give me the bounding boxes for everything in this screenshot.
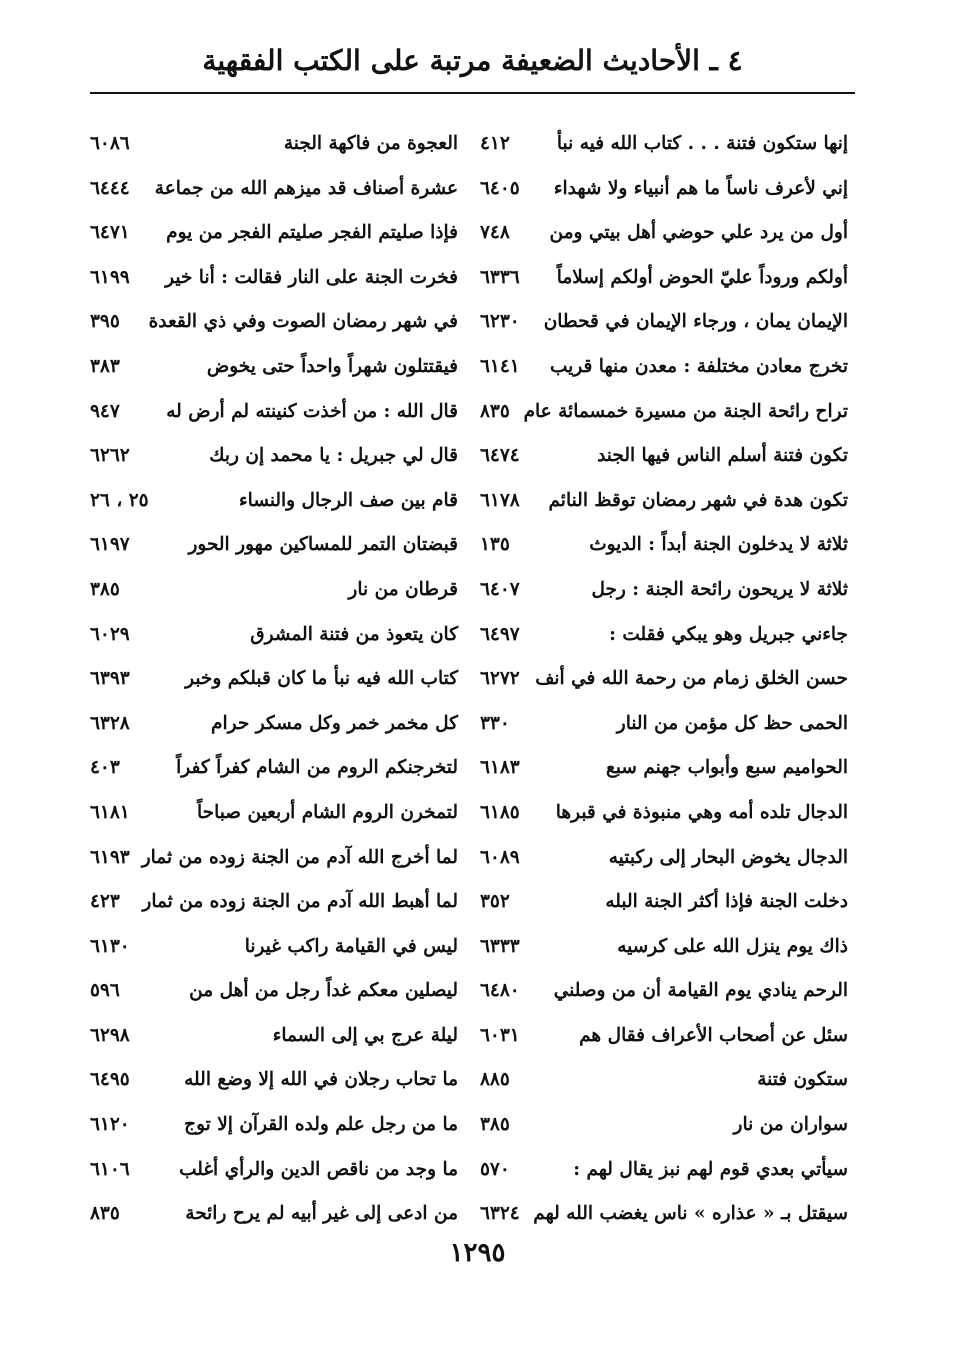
entry-hadith-text: ليس في القيامة راكب غيرنا	[244, 935, 458, 957]
entry-reference-number: ٦٤٩٥	[90, 1069, 130, 1091]
index-entry	[480, 1014, 848, 1059]
entry-reference-number: ٦٢٦٢	[90, 445, 130, 467]
index-entry	[90, 167, 458, 212]
entry-hadith-text: ذاك يوم ينزل الله على كرسيه	[617, 935, 848, 957]
index-column-right	[480, 122, 848, 1237]
entry-reference-number: ٦٤٠٧	[480, 578, 520, 600]
entry-reference-number: ٦٤٧١	[90, 222, 130, 244]
entry-reference-number: ٦٠٨٩	[480, 846, 520, 868]
entry-hadith-text: لتخرجنكم الروم من الشام كفراً كفراً	[176, 757, 458, 779]
entry-reference-number: ٨٣٥	[480, 400, 510, 422]
index-entry	[480, 746, 848, 791]
entry-hadith-text: ليلة عرج بي إلى السماء	[272, 1024, 458, 1046]
entry-hadith-text: قال الله : من أخذت كنينته لم أرض له	[166, 400, 458, 422]
index-entry	[480, 122, 848, 167]
entry-reference-number: ٦٤٧٤	[480, 445, 520, 467]
entry-hadith-text: الرحم ينادي يوم القيامة أن من وصلني	[553, 980, 848, 1002]
entry-reference-number: ٦٤٨٠	[480, 980, 520, 1002]
index-entry	[480, 523, 848, 568]
index-column-left	[90, 122, 458, 1237]
index-entry	[480, 434, 848, 479]
entry-hadith-text: ليصلين معكم غداً رجل من أهل من	[189, 980, 458, 1002]
index-entry	[480, 211, 848, 256]
entry-reference-number: ٩٤٧	[90, 400, 120, 422]
entry-hadith-text: قرطان من نار	[348, 578, 458, 600]
entry-hadith-text: أولكم وروداً عليّ الحوض أولكم إسلاماً	[556, 266, 848, 288]
entry-reference-number: ٣٥٢	[480, 891, 510, 913]
index-entry	[90, 1058, 458, 1103]
entry-hadith-text: فإذا صليتم الفجر صليتم الفجر من يوم	[166, 222, 458, 244]
entry-reference-number: ٦١٠٦	[90, 1158, 130, 1180]
entry-reference-number: ٦١٣٠	[90, 935, 130, 957]
index-entry	[480, 1058, 848, 1103]
entry-hadith-text: ما من رجل علم ولده القرآن إلا توج	[184, 1114, 458, 1136]
entry-hadith-text: دخلت الجنة فإذا أكثر الجنة البله	[605, 891, 848, 913]
index-entry	[480, 791, 848, 836]
header-divider	[90, 92, 855, 94]
index-entry	[90, 1014, 458, 1059]
entry-reference-number: ٦١٨٣	[480, 757, 520, 779]
entry-reference-number: ٦٠٣١	[480, 1024, 520, 1046]
entry-reference-number: ٦١٤١	[480, 355, 520, 377]
entry-reference-number: ٦١٨١	[90, 801, 130, 823]
entry-hadith-text: فيقتتلون شهراً واحداً حتى يخوض	[206, 355, 458, 377]
index-entry	[480, 568, 848, 613]
index-entry	[90, 613, 458, 658]
entry-hadith-text: لتمخرن الروم الشام أربعين صباحاً	[197, 801, 458, 823]
entry-reference-number: ٦٤٤٤	[90, 177, 130, 199]
index-entry	[480, 657, 848, 702]
entry-reference-number: ٦٤٠٥	[480, 177, 520, 199]
index-entry	[90, 479, 458, 524]
index-entry	[480, 613, 848, 658]
entry-reference-number: ٦٣٣٣	[480, 935, 520, 957]
entry-reference-number: ٨٨٥	[480, 1069, 510, 1091]
entry-hadith-text: تخرج معادن مختلفة : معدن منها قريب	[550, 355, 848, 377]
entry-hadith-text: قبضتان التمر للمساكين مهور الحور	[188, 534, 458, 556]
entry-reference-number: ٦٣٢٤	[480, 1203, 520, 1225]
entry-hadith-text: عشرة أصناف قد ميزهم الله من جماعة	[154, 177, 458, 199]
entry-reference-number: ٦٠٨٦	[90, 133, 130, 154]
index-entry	[480, 925, 848, 970]
entry-hadith-text: في شهر رمضان الصوت وفي ذي القعدة	[148, 311, 458, 333]
entry-hadith-text: من ادعى إلى غير أبيه لم يرح رائحة	[185, 1203, 458, 1225]
entry-reference-number: ٦٢٩٨	[90, 1024, 130, 1046]
index-entry	[90, 1103, 458, 1148]
index-entry	[90, 300, 458, 345]
entry-hadith-text: أول من يرد علي حوضي أهل بيتي ومن	[549, 222, 848, 244]
entry-reference-number: ٦٠٢٩	[90, 623, 130, 645]
entry-hadith-text: حسن الخلق زمام من رحمة الله في أنف	[535, 668, 848, 690]
entry-hadith-text: ما وجد من ناقص الدين والرأي أغلب	[179, 1158, 458, 1180]
entry-reference-number: ٣٨٥	[480, 1114, 510, 1136]
entry-hadith-text: الحمى حظ كل مؤمن من النار	[616, 712, 848, 734]
index-entry	[90, 791, 458, 836]
index-entry	[90, 345, 458, 390]
index-entry	[480, 1148, 848, 1193]
index-entry	[90, 568, 458, 613]
entry-reference-number: ٦٤٩٧	[480, 623, 520, 645]
entry-reference-number: ٨٣٥	[90, 1203, 120, 1225]
index-entry	[90, 390, 458, 435]
entry-hadith-text: قال لي جبريل : يا محمد إن ربك	[209, 445, 458, 467]
index-entry	[480, 880, 848, 925]
entry-hadith-text: لما أخرج الله آدم من الجنة زوده من ثمار	[141, 846, 458, 868]
entry-reference-number: ٣٨٣	[90, 355, 120, 377]
entry-reference-number: ٦٣٣٦	[480, 266, 520, 288]
entry-reference-number: ٦١٨٥	[480, 801, 520, 823]
index-entry	[480, 1192, 848, 1237]
page-header-title: ٤ ـ الأحاديث الضعيفة مرتبة على الكتب الفقهية	[202, 44, 743, 77]
entry-hadith-text: الدجال تلده أمه وهي منبوذة في قبرها	[555, 801, 848, 823]
index-entry	[90, 256, 458, 301]
index-entry	[90, 1192, 458, 1237]
entry-hadith-text: الحواميم سبع وأبواب جهنم سبع	[605, 757, 848, 779]
entry-hadith-text: ستكون فتنة	[757, 1069, 848, 1091]
entry-hadith-text: سواران من نار	[733, 1114, 848, 1136]
entry-reference-number: ٤٠٣	[90, 757, 120, 779]
entry-hadith-text: إنها ستكون فتنة . . . كتاب الله فيه نبأ	[556, 133, 848, 154]
entry-hadith-text: تكون فتنة أسلم الناس فيها الجند	[597, 445, 848, 467]
entry-reference-number: ٦١٩٩	[90, 266, 130, 288]
index-entry	[90, 925, 458, 970]
entry-hadith-text: لما أهبط الله آدم من الجنة زوده من ثمار	[142, 891, 458, 913]
entry-reference-number: ٤٢٣	[90, 891, 120, 913]
entry-hadith-text: تراح رائحة الجنة من مسيرة خمسمائة عام	[523, 400, 848, 422]
entry-hadith-text: فخرت الجنة على النار فقالت : أنا خير	[165, 266, 458, 288]
entry-hadith-text: إني لأعرف ناساً ما هم أنبياء ولا شهداء	[553, 177, 848, 199]
entry-hadith-text: جاءني جبريل وهو يبكي فقلت :	[609, 623, 848, 645]
entry-reference-number: ٦١٩٣	[90, 846, 130, 868]
index-entry	[90, 122, 458, 167]
index-entry	[480, 702, 848, 747]
index-entry	[480, 969, 848, 1014]
entry-reference-number: ٣٣٠	[480, 712, 510, 734]
entry-reference-number: ٦٢٣٠	[480, 311, 520, 333]
index-entry	[90, 523, 458, 568]
entry-reference-number: ٥٩٦	[90, 980, 120, 1002]
index-entry	[90, 657, 458, 702]
entry-hadith-text: ثلاثة لا يدخلون الجنة أبداً : الديوث	[589, 534, 848, 556]
entry-reference-number: ٣٨٥	[90, 578, 120, 600]
entry-hadith-text: الدجال يخوض البحار إلى ركبتيه	[608, 846, 848, 868]
index-entry	[480, 479, 848, 524]
entry-hadith-text: قام بين صف الرجال والنساء	[238, 489, 458, 511]
entry-hadith-text: ما تحاب رجلان في الله إلا وضع الله	[184, 1069, 458, 1091]
entry-hadith-text: كان يتعوذ من فتنة المشرق	[250, 623, 458, 645]
index-entry	[480, 300, 848, 345]
entry-hadith-text: الإيمان يمان ، ورجاء الإيمان في قحطان	[543, 311, 848, 333]
index-entry	[480, 1103, 848, 1148]
entry-reference-number: ١٣٥	[480, 534, 510, 556]
entry-hadith-text: كل مخمر خمر وكل مسكر حرام	[211, 712, 458, 734]
entry-reference-number: ٥٧٠	[480, 1158, 510, 1180]
entry-reference-number: ٢٥ ، ٢٦	[90, 489, 149, 511]
entry-hadith-text: سيقتل بـ « عذاره » ناس يغضب الله لهم	[533, 1203, 848, 1225]
entry-reference-number: ٦٣٢٨	[90, 712, 130, 734]
page-number: ١٢٩٥	[449, 1238, 506, 1268]
index-entry	[90, 836, 458, 881]
index-entry	[480, 256, 848, 301]
entry-hadith-text: سيأتي بعدي قوم لهم نبز يقال لهم :	[573, 1158, 848, 1180]
entry-reference-number: ٦١٩٧	[90, 534, 130, 556]
entry-hadith-text: تكون هدة في شهر رمضان توقظ النائم	[548, 489, 848, 511]
index-entry	[90, 211, 458, 256]
index-entry	[90, 746, 458, 791]
index-entry	[480, 836, 848, 881]
index-entry	[90, 434, 458, 479]
entry-reference-number: ٦١٢٠	[90, 1114, 130, 1136]
index-entry	[90, 702, 458, 747]
entry-reference-number: ٣٩٥	[90, 311, 120, 333]
index-entry	[90, 880, 458, 925]
entry-reference-number: ٦١٧٨	[480, 489, 520, 511]
index-entry	[480, 345, 848, 390]
entry-hadith-text: كتاب الله فيه نبأ ما كان قبلكم وخبر	[185, 668, 458, 690]
entry-reference-number: ٤١٢	[480, 133, 510, 154]
entry-reference-number: ٦٣٩٣	[90, 668, 130, 690]
index-entry	[480, 167, 848, 212]
entry-hadith-text: ثلاثة لا يريحون رائحة الجنة : رجل	[591, 578, 848, 600]
index-entry	[90, 1148, 458, 1193]
entry-reference-number: ٦٢٧٢	[480, 668, 520, 690]
entry-hadith-text: سئل عن أصحاب الأعراف فقال هم	[579, 1024, 848, 1046]
index-entry	[90, 969, 458, 1014]
entry-reference-number: ٧٤٨	[480, 222, 510, 244]
index-entry	[480, 390, 848, 435]
entry-hadith-text: العجوة من فاكهة الجنة	[283, 133, 458, 154]
